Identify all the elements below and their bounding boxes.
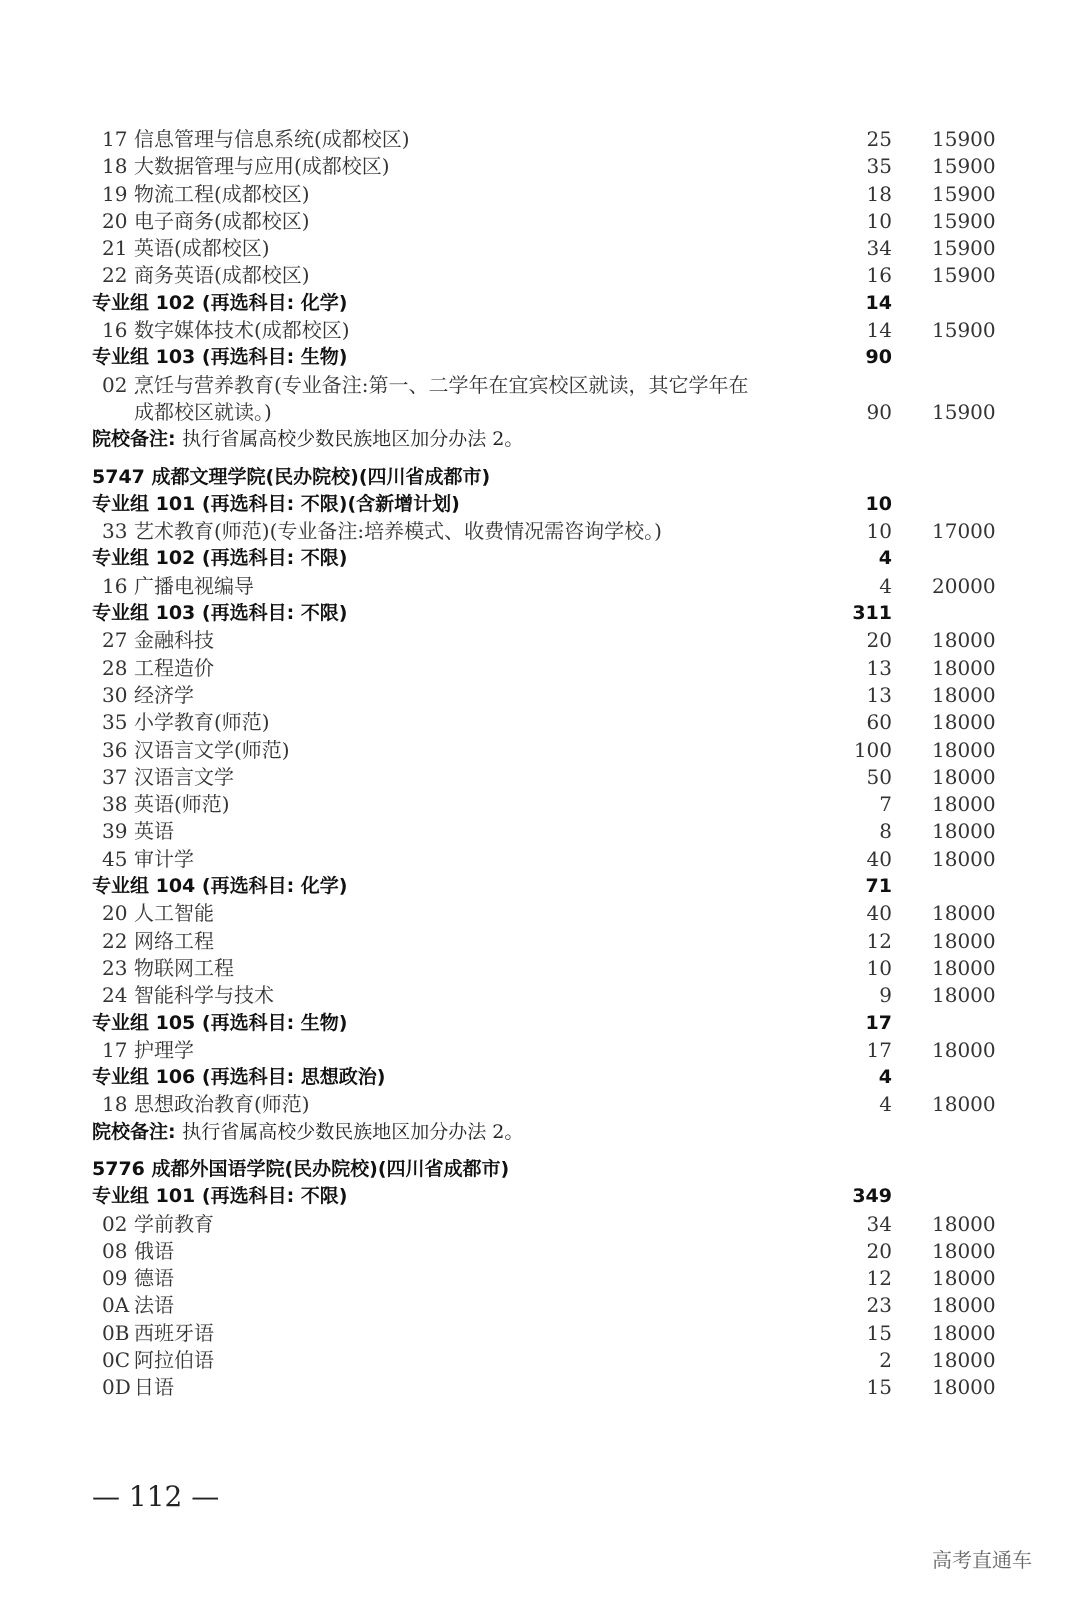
group-label: 专业组 104 (再选科目: 化学)	[92, 875, 348, 898]
major-count: 4	[879, 573, 892, 598]
major-row	[0, 573, 1080, 600]
major-row	[0, 655, 1080, 682]
major-name: 网络工程	[134, 928, 214, 953]
group-header	[0, 290, 1080, 317]
major-code: 16	[102, 573, 128, 598]
major-row	[0, 791, 1080, 818]
major-row	[0, 1347, 1080, 1374]
major-name: 经济学	[134, 682, 194, 707]
major-code: 22	[102, 928, 128, 953]
group-count: 17	[865, 1011, 892, 1034]
major-count: 14	[866, 318, 892, 343]
major-name: 俄语	[134, 1238, 174, 1263]
major-row	[0, 627, 1080, 654]
major-count: 23	[866, 1293, 892, 1318]
group-count: 4	[878, 1066, 892, 1089]
major-fee: 18000	[932, 846, 996, 871]
major-row	[0, 737, 1080, 764]
major-code: 35	[102, 710, 128, 735]
major-name: 学前教育	[134, 1211, 214, 1236]
major-name: 护理学	[134, 1037, 194, 1062]
major-fee: 18000	[932, 764, 996, 789]
group-count: 349	[852, 1185, 892, 1208]
major-row	[0, 317, 1080, 344]
major-code: 45	[102, 846, 128, 871]
major-code: 23	[102, 955, 128, 980]
major-fee: 18000	[932, 655, 996, 680]
major-code: 17	[102, 1037, 128, 1062]
major-row	[0, 1037, 1080, 1064]
school-header	[0, 464, 1080, 491]
major-code: 20	[102, 901, 128, 926]
major-row-continuation	[0, 399, 1080, 426]
major-row	[0, 518, 1080, 545]
major-name: 法语	[134, 1293, 174, 1318]
major-count: 20	[866, 628, 892, 653]
major-row	[0, 1091, 1080, 1118]
major-name: 大数据管理与应用(成都校区)	[134, 154, 390, 179]
group-count: 71	[865, 875, 892, 898]
group-header	[0, 491, 1080, 518]
major-row	[0, 262, 1080, 289]
major-code: 0D	[102, 1375, 131, 1400]
major-code: 18	[102, 1092, 128, 1117]
major-code: 27	[102, 628, 128, 653]
major-fee: 18000	[932, 819, 996, 844]
major-name: 汉语言文学(师范)	[134, 737, 290, 762]
major-name: 汉语言文学	[134, 764, 234, 789]
major-code: 38	[102, 792, 128, 817]
note-text: 执行省属高校少数民族地区加分办法 2。	[182, 1120, 524, 1143]
major-count: 9	[879, 983, 892, 1008]
major-fee: 18000	[932, 1211, 996, 1236]
group-label: 专业组 103 (再选科目: 不限)	[92, 602, 348, 625]
major-fee: 18000	[932, 1348, 996, 1373]
major-code: 22	[102, 263, 128, 288]
school-title: 5776 成都外国语学院(民办院校)(四川省成都市)	[92, 1157, 510, 1180]
major-row	[0, 1374, 1080, 1401]
major-fee: 18000	[932, 710, 996, 735]
major-name: 日语	[134, 1375, 174, 1400]
group-label: 专业组 103 (再选科目: 生物)	[92, 346, 348, 369]
major-row	[0, 818, 1080, 845]
major-name: 审计学	[134, 846, 194, 871]
major-name: 物联网工程	[134, 955, 234, 980]
major-code: 0B	[102, 1320, 130, 1345]
major-count: 34	[866, 1211, 892, 1236]
group-label: 专业组 106 (再选科目: 思想政治)	[92, 1066, 386, 1089]
major-count: 13	[866, 682, 892, 707]
major-name: 西班牙语	[134, 1320, 214, 1345]
group-header	[0, 1183, 1080, 1210]
major-code: 24	[102, 983, 128, 1008]
major-row	[0, 1211, 1080, 1238]
major-row	[0, 955, 1080, 982]
major-count: 7	[879, 792, 892, 817]
major-fee: 18000	[932, 1320, 996, 1345]
major-fee: 18000	[932, 983, 996, 1008]
major-fee: 18000	[932, 628, 996, 653]
major-count: 40	[866, 901, 892, 926]
major-code: 28	[102, 655, 128, 680]
school-note	[0, 1119, 1080, 1146]
major-fee: 18000	[932, 792, 996, 817]
major-name: 小学教育(师范)	[134, 710, 270, 735]
major-row	[0, 764, 1080, 791]
major-name-continued: 成都校区就读。)	[134, 399, 272, 424]
major-code: 19	[102, 181, 128, 206]
major-code: 30	[102, 682, 128, 707]
major-name: 工程造价	[134, 655, 214, 680]
major-code: 33	[102, 519, 128, 544]
major-count: 35	[866, 154, 892, 179]
group-header	[0, 344, 1080, 371]
major-name: 思想政治教育(师范)	[134, 1092, 310, 1117]
group-label: 专业组 105 (再选科目: 生物)	[92, 1011, 348, 1034]
major-fee: 20000	[932, 573, 996, 598]
major-count: 12	[866, 928, 892, 953]
major-count: 25	[866, 127, 892, 151]
major-name: 信息管理与信息系统(成都校区)	[134, 127, 410, 151]
major-count: 16	[866, 263, 892, 288]
major-fee: 18000	[932, 901, 996, 926]
major-count: 2	[879, 1348, 892, 1373]
major-row	[0, 208, 1080, 235]
major-count: 100	[853, 737, 892, 762]
major-code: 16	[102, 318, 128, 343]
major-name: 德语	[134, 1266, 174, 1291]
major-count: 10	[866, 519, 892, 544]
major-count: 12	[866, 1266, 892, 1291]
major-name: 电子商务(成都校区)	[134, 208, 310, 233]
school-note	[0, 426, 1080, 453]
major-code: 20	[102, 208, 128, 233]
major-fee: 18000	[932, 1266, 996, 1291]
major-count: 20	[866, 1238, 892, 1263]
major-fee: 18000	[932, 928, 996, 953]
major-row	[0, 235, 1080, 262]
major-fee: 15900	[932, 318, 996, 343]
major-fee: 15900	[932, 154, 996, 179]
major-fee: 18000	[932, 737, 996, 762]
group-header	[0, 1064, 1080, 1091]
major-code: 08	[102, 1238, 128, 1263]
major-fee: 15900	[932, 127, 996, 151]
document-page	[0, 126, 1080, 1402]
major-count: 17	[866, 1037, 892, 1062]
major-fee: 15900	[932, 263, 996, 288]
major-name: 物流工程(成都校区)	[134, 181, 310, 206]
major-name: 广播电视编导	[134, 573, 254, 598]
group-count: 4	[878, 547, 892, 570]
group-label: 专业组 102 (再选科目: 化学)	[92, 291, 348, 314]
major-name: 英语(师范)	[134, 792, 230, 817]
major-count: 10	[866, 955, 892, 980]
major-row	[0, 900, 1080, 927]
note-text: 执行省属高校少数民族地区加分办法 2。	[182, 428, 524, 451]
major-name: 智能科学与技术	[134, 983, 274, 1008]
major-code: 36	[102, 737, 128, 762]
note-label: 院校备注:	[92, 1120, 176, 1143]
major-row	[0, 682, 1080, 709]
major-row	[0, 1238, 1080, 1265]
major-count: 4	[879, 1092, 892, 1117]
major-name: 数字媒体技术(成都校区)	[134, 318, 350, 343]
major-code: 39	[102, 819, 128, 844]
major-code: 0A	[102, 1293, 130, 1318]
major-code: 37	[102, 764, 128, 789]
major-count: 60	[866, 710, 892, 735]
major-name: 商务英语(成都校区)	[134, 263, 310, 288]
major-count: 8	[879, 819, 892, 844]
group-label: 专业组 101 (再选科目: 不限)	[92, 1185, 348, 1208]
major-fee: 15900	[932, 236, 996, 261]
group-count: 14	[865, 291, 892, 314]
group-count: 10	[865, 492, 892, 515]
major-name: 英语(成都校区)	[134, 236, 270, 261]
group-label: 专业组 101 (再选科目: 不限)(含新增计划)	[92, 492, 460, 515]
major-count: 10	[866, 208, 892, 233]
major-row	[0, 928, 1080, 955]
major-name: 烹饪与营养教育(专业备注:第一、二学年在宜宾校区就读，其它学年在	[134, 372, 749, 397]
school-header	[0, 1156, 1080, 1183]
major-code: 21	[102, 236, 128, 261]
major-name: 英语	[134, 819, 174, 844]
major-count: 18	[866, 181, 892, 206]
major-count: 50	[866, 764, 892, 789]
major-row	[0, 153, 1080, 180]
group-header	[0, 873, 1080, 900]
major-row	[0, 126, 1080, 153]
major-count: 15	[866, 1375, 892, 1400]
group-header	[0, 1010, 1080, 1037]
major-row	[0, 982, 1080, 1009]
major-fee: 18000	[932, 1293, 996, 1318]
major-count: 13	[866, 655, 892, 680]
group-header	[0, 545, 1080, 572]
major-count: 15	[866, 1320, 892, 1345]
major-fee: 18000	[932, 1092, 996, 1117]
major-fee: 18000	[932, 1037, 996, 1062]
major-count: 40	[866, 846, 892, 871]
major-fee: 18000	[932, 955, 996, 980]
major-code: 02	[102, 372, 128, 397]
major-row	[0, 1292, 1080, 1319]
major-row	[0, 372, 1080, 399]
major-count: 34	[866, 236, 892, 261]
major-code: 17	[102, 127, 128, 151]
group-count: 311	[852, 602, 892, 625]
group-label: 专业组 102 (再选科目: 不限)	[92, 547, 348, 570]
major-row	[0, 181, 1080, 208]
major-code: 18	[102, 154, 128, 179]
major-fee: 18000	[932, 1375, 996, 1400]
major-fee: 15900	[932, 399, 996, 424]
major-row	[0, 1320, 1080, 1347]
major-code: 09	[102, 1266, 128, 1291]
major-fee: 18000	[932, 1238, 996, 1263]
major-fee: 17000	[932, 519, 996, 544]
major-row	[0, 709, 1080, 736]
watermark: 高考直通车	[932, 1548, 1032, 1572]
group-header	[0, 600, 1080, 627]
major-code: 02	[102, 1211, 128, 1236]
major-name: 艺术教育(师范)(专业备注:培养模式、收费情况需咨询学校。)	[134, 519, 662, 544]
page-number: — 112 —	[92, 1480, 220, 1513]
major-name: 人工智能	[134, 901, 214, 926]
major-fee: 18000	[932, 682, 996, 707]
major-fee: 15900	[932, 208, 996, 233]
major-row	[0, 846, 1080, 873]
major-name: 金融科技	[134, 628, 214, 653]
major-code: 0C	[102, 1348, 131, 1373]
major-count: 90	[866, 399, 892, 424]
major-row	[0, 1265, 1080, 1292]
major-name: 阿拉伯语	[134, 1348, 214, 1373]
note-label: 院校备注:	[92, 428, 176, 451]
group-count: 90	[865, 346, 892, 369]
major-fee: 15900	[932, 181, 996, 206]
school-title: 5747 成都文理学院(民办院校)(四川省成都市)	[92, 465, 491, 488]
